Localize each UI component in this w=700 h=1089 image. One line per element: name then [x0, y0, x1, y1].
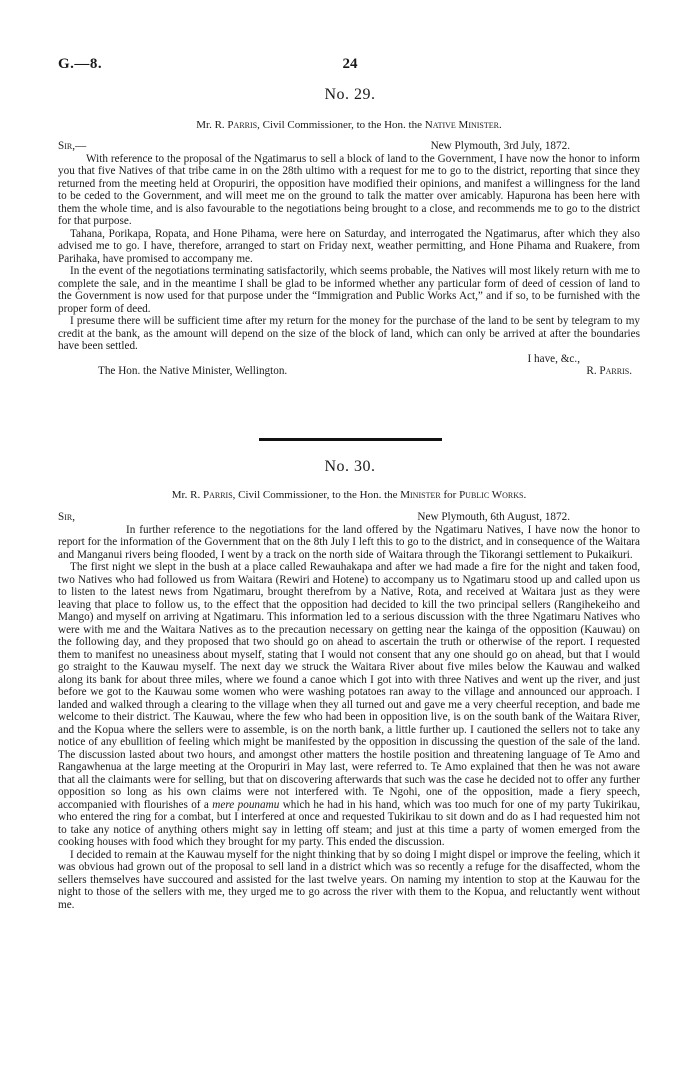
letter-30-salutation: Sir,: [58, 511, 76, 523]
letter-29-paragraph: Tahana, Porikapa, Ropata, and Hone Pihama, were here on Saturday, and interrogated the Ngatimarus, after which they also advised me to go. I have, therefore, arranged to start on Friday next, weather permitting, and Hone Pihama and Ruakere, from Parihaka, have promised to accompany me.: [58, 227, 640, 265]
letter-30-place-date: New Plymouth, 6th August, 1872.: [417, 511, 570, 523]
letter-30-author: R. Parris: [190, 489, 233, 501]
letter-29-signature: R. Parris.: [586, 365, 632, 377]
letter-30-title: Mr. R. Parris, Civil Commissioner, to the Hon. the Minister for Public Works.: [171, 489, 527, 501]
section-divider: [259, 438, 442, 441]
letter-30-paragraph: I decided to remain at the Kauwau myself for the night thinking that by so doing I might dispel or improve the feeling, which it was obvious had grown out of the proposal to sell land in a district which was so recently a refuge for the disaffected, whom the sellers themselves have succoured and assisted for the last twelve years. On naming my intention to stop at the Kauwau for the night to those of the sellers with me, they urged me to go across the river with them to the Kopua, and reluctantly went without me.: [58, 848, 640, 911]
letter-29-addressee: The Hon. the Native Minister, Wellington.: [98, 365, 288, 377]
letter-29-place-date: New Plymouth, 3rd July, 1872.: [430, 140, 570, 152]
letter-30-paragraph: In further reference to the negotiations for the land offered by the Ngatimaru Natives, I have now the honor to report for the information of the Government that on the 8th July I left this to go to the district, and in consequence of the Waitara and Manganui rivers being flooded, I went by a track on the north side of Waitara through the Tikorangi settlement to Pukaikuri.: [58, 523, 640, 561]
letter-29-recipient: Native Minister: [424, 119, 499, 131]
letter-30-body: [58, 511, 640, 911]
page-number: 24: [342, 56, 358, 72]
letter-30-paragraph: The first night we slept in the bush at a place called Rewauhakapa and after we had made a fire for the night and taken food, two Natives who had followed us from Waitara (Rewiri and Hotene) to accompany us to Ngatimaru stood up and called upon us to listen to the latest news from Ngatimaru, brought therefrom by a Native, Rota, and received at Waitara just as they were leaving that place to follow us, to the effect that the opposition had decided to kill the two principal sellers (Rangihekeiho and Mango) and myself on arriving at Ngatimaru. This information led to a serious discussion with the three Ngatimaru Natives who were with me and the Waitara Natives as to the precaution necessary on getting near the kainga of the opposition (Kauwau) on the following day, and they proposed that two should go on ahead to ascertain the truth or otherwise of the report. I requested them to manifest no uneasiness about myself, stating that I would not consent that any one should go on ahead, but that I would go straight to the Kauwau myself. The next day we struck the Waitara River about five miles below the Kauwau and walked along its bank for about three miles, where we found a canoe which I got into with three Natives and went up the river, and just before we got to the Kauwau some women who were washing potatoes ran away to the village and announced our approach. I landed and walked through a clearing to the village when they all turned out and gave me a very cheerful reception, and bade me welcome to their district. The Kauwau, where the few who had been in opposition live, is on the south bank of the Waitara River, and the Kopua where the sellers were to assemble, is on the north bank, a little further up. I cautioned the sellers not to take any notice of any ebullition of feeling which might be manifested by the opposition in discussing the question of the sale of the land. The discussion lasted about two hours, and amongst other matters the hostile position and threatening language of Te Amo and Rangawhenua at the large meeting at the Oropuriri in May last, were referred to. Te Amo explained that then he was not aware that all the claimants were for selling, but that on discovering afterwards that such was the case he decided not to offer any further opposition so long as his own claims were not interfered with. Te Ngohi, one of the opposition, made a fiery speech, accompanied with flourishes of a mere pounamu which he had in his hand, which was too much for one of my party Tukirikau, who entered the ring for a combat, but I interfered at once and requested Tukirikau to sit down and do as I had requested him not to take any notice of anything others might say in letting off steam; and just at this time a party of women emerged from the cooking houses with food which they brought for my party. This ended the discussion.: [58, 561, 640, 848]
letter-30-heading-row: [58, 511, 640, 524]
letter-29-body: [58, 140, 640, 378]
letter-29-author: R. Parris: [214, 119, 258, 131]
letter-29-salutation: Sir,—: [58, 140, 87, 152]
letter-30-recipient-2: Public Works: [459, 489, 524, 501]
letter-29-sign-row: [58, 365, 640, 378]
letter-30-recipient: Minister: [400, 489, 441, 501]
letter-29-paragraph: I presume there will be sufficient time after my return for the money for the purchase of the land to be sent by telegram to my credit at the bank, as the amount will depend on the size of the block of land, which can only be arrived at after the boundaries have been settled.: [58, 315, 640, 352]
paper-id: G.—8.: [58, 56, 103, 72]
letter-29-title: Mr. R. Parris, Civil Commissioner, to the Hon. the Native Minister.: [196, 119, 502, 131]
letter-29-paragraph: With reference to the proposal of the Ngatimarus to sell a block of land to the Government, I have now the honor to inform you that five Natives of that tribe came in on the 28th ultimo with a request for me to go to the district, reporting that since they returned from the meeting held at Oropuriri, the opposition have modified their opinions, and manifest a willingness for the land to be ceded to the Government, and will meet me on the ground to talk the matter over amicably. Hapurona has been here with them the whole time, and is also favourable to the negotiations being brought to a close, and recommends me to go to the district for that purpose.: [58, 152, 640, 227]
letter-29-closing: I have, &c.,: [527, 352, 580, 365]
letter-29-heading-row: [58, 140, 640, 153]
italic-term: mere pounamu: [212, 798, 280, 811]
letter-29-number: No. 29.: [324, 86, 376, 103]
letter-30-number: No. 30.: [324, 458, 376, 475]
letter-29-paragraph: In the event of the negotiations terminating satisfactorily, which seems probable, the Natives will most likely return with me to complete the sale, and in the meantime I shall be glad to be informed whether any particular form of deed of cession of land to the Government is now used for that purpose under the “Immigration and Public Works Act,” and if so, to be furnished with the proper form of deed.: [58, 265, 640, 315]
